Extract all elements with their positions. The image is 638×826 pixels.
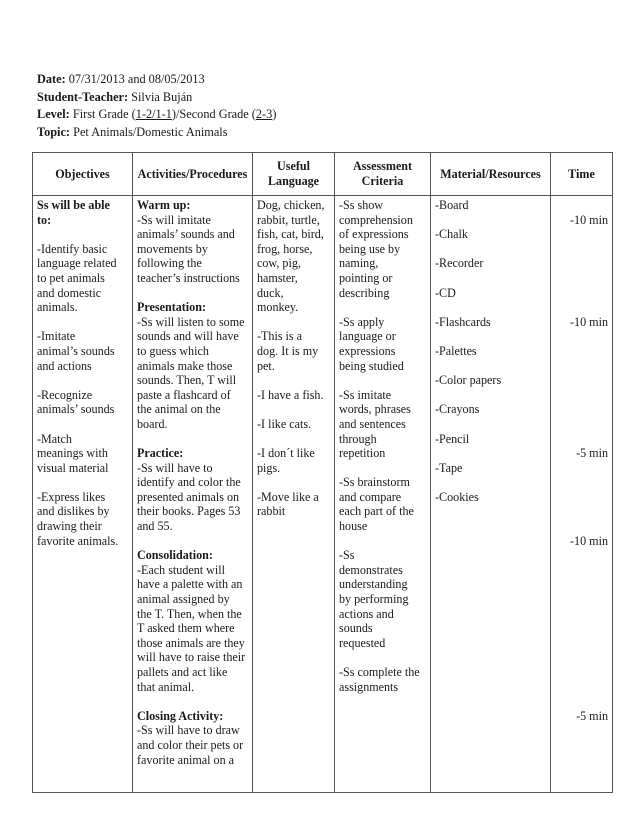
assessment-item: sounds bbox=[339, 621, 373, 636]
spacer bbox=[37, 227, 128, 242]
objective-item: and dislikes by bbox=[37, 504, 110, 519]
spacer bbox=[435, 242, 546, 257]
spacer bbox=[555, 592, 608, 607]
spacer bbox=[555, 680, 608, 695]
assessment-item: expressions bbox=[339, 343, 396, 358]
level-line bbox=[37, 106, 276, 124]
assessment-item: -Ss imitate bbox=[339, 387, 392, 402]
spacer bbox=[435, 417, 546, 432]
date-label: Date: bbox=[37, 72, 66, 86]
spacer bbox=[137, 432, 248, 447]
spacer bbox=[555, 519, 608, 534]
activity-line: sounds and will have bbox=[137, 329, 239, 344]
assessment-item: -Ss complete the bbox=[339, 665, 420, 679]
spacer bbox=[555, 694, 608, 709]
topic-label: Topic: bbox=[37, 124, 71, 139]
activity-line: the T. Then, when the bbox=[137, 606, 242, 621]
materials-cell bbox=[431, 196, 551, 793]
objective-item: meanings with bbox=[37, 446, 108, 461]
activity-line: movements by bbox=[137, 241, 208, 256]
activity-line: identify and color the bbox=[137, 475, 241, 490]
activity-line: favorite animal on a bbox=[137, 752, 235, 767]
spacer bbox=[435, 300, 546, 315]
activity-line: and color their pets or bbox=[137, 737, 244, 752]
objective-item: language related bbox=[37, 256, 117, 271]
teacher-label: Student-Teacher: bbox=[37, 89, 129, 104]
assessment-item: naming, bbox=[339, 256, 379, 271]
activity-line: their books. Pages 53 bbox=[137, 504, 241, 519]
spacer bbox=[555, 417, 608, 432]
language-item: -I don´t like bbox=[257, 446, 315, 461]
spacer bbox=[37, 373, 128, 388]
spacer bbox=[555, 256, 608, 271]
assessment-item: repetition bbox=[339, 446, 386, 461]
activity-line: animals’ sounds and bbox=[137, 227, 235, 242]
activity-line: board. bbox=[137, 416, 168, 431]
activity-line: the animal on the bbox=[137, 402, 221, 417]
assessment-item: each part of the bbox=[339, 504, 414, 519]
teacher-line bbox=[37, 89, 276, 107]
spacer bbox=[435, 446, 546, 461]
activity-title: Closing Activity: bbox=[137, 708, 224, 723]
spacer bbox=[257, 432, 330, 447]
assessment-item: -Ss brainstorm bbox=[339, 475, 410, 490]
time-item: -10 min bbox=[570, 212, 608, 227]
activity-line: to guess which bbox=[137, 343, 209, 358]
spacer bbox=[555, 490, 608, 505]
assessment-item: describing bbox=[339, 285, 390, 300]
spacer bbox=[555, 300, 608, 315]
material-item: -Crayons bbox=[435, 402, 480, 417]
language-item: monkey. bbox=[257, 300, 299, 315]
objective-item: animals’ sounds bbox=[37, 402, 115, 417]
spacer bbox=[555, 344, 608, 359]
assessment-item: assignments bbox=[339, 679, 399, 694]
activity-line: -Each student will bbox=[137, 562, 225, 577]
spacer bbox=[37, 417, 128, 432]
activity-line: sounds. Then, T will bbox=[137, 373, 237, 388]
time-cell bbox=[551, 196, 613, 793]
spacer bbox=[339, 650, 426, 665]
time-item: -10 min bbox=[570, 314, 608, 329]
spacer bbox=[555, 577, 608, 592]
activity-line: -Ss will imitate bbox=[137, 212, 211, 227]
language-item: pigs. bbox=[257, 460, 281, 475]
objective-item: to pet animals bbox=[37, 270, 105, 285]
table-row bbox=[33, 196, 613, 793]
spacer bbox=[555, 650, 608, 665]
activity-title: Practice: bbox=[137, 446, 184, 461]
spacer bbox=[555, 563, 608, 578]
assessment-item: actions and bbox=[339, 606, 394, 621]
objective-item: and domestic bbox=[37, 285, 102, 300]
activity-title: Consolidation: bbox=[137, 548, 213, 563]
spacer bbox=[555, 475, 608, 490]
assessment-item: by performing bbox=[339, 592, 409, 607]
activity-line: animal assigned by bbox=[137, 592, 230, 607]
language-item: rabbit bbox=[257, 504, 286, 519]
objective-item: -Identify basic bbox=[37, 241, 108, 256]
col-header-materials: Material/Resources bbox=[431, 153, 551, 196]
objective-item: drawing their bbox=[37, 519, 102, 534]
level-label: Level: bbox=[37, 107, 70, 122]
assessment-item: pointing or bbox=[339, 270, 393, 285]
table-header-row bbox=[33, 153, 613, 196]
assessment-item: and sentences bbox=[339, 416, 406, 431]
assessment-cell bbox=[335, 196, 431, 793]
spacer bbox=[555, 388, 608, 403]
objective-item: -Recognize bbox=[37, 387, 93, 402]
assessment-item: -Ss show bbox=[339, 198, 384, 212]
objective-item: -Imitate bbox=[37, 329, 76, 344]
assessment-item: and compare bbox=[339, 489, 402, 504]
spacer bbox=[339, 300, 426, 315]
spacer bbox=[555, 359, 608, 374]
spacer bbox=[339, 461, 426, 476]
time-item: -5 min bbox=[576, 446, 608, 461]
time-item: -10 min bbox=[570, 533, 608, 548]
col-header-language: Useful Language bbox=[253, 153, 335, 196]
assessment-item: house bbox=[339, 519, 368, 534]
language-item: -I like cats. bbox=[257, 416, 312, 431]
date-value: 07/31/2013 and 08/05/2013 bbox=[65, 72, 205, 86]
objective-item: animals. bbox=[37, 300, 78, 315]
activity-title: Warm up: bbox=[137, 198, 191, 212]
material-item: -Tape bbox=[435, 460, 463, 475]
activity-line: pallets and act like bbox=[137, 665, 228, 679]
material-item: -Cookies bbox=[435, 489, 479, 504]
activity-line: T asked them where bbox=[137, 621, 235, 636]
spacer bbox=[555, 461, 608, 476]
activity-line: and 55. bbox=[137, 519, 173, 534]
spacer bbox=[555, 432, 608, 447]
date-line bbox=[37, 71, 276, 89]
activity-title: Presentation: bbox=[137, 300, 206, 315]
language-item: cow, pig, bbox=[257, 256, 301, 271]
lesson-header bbox=[37, 71, 276, 141]
activity-line: -Ss will have to bbox=[137, 460, 213, 475]
spacer bbox=[257, 315, 330, 330]
spacer bbox=[555, 504, 608, 519]
spacer bbox=[555, 271, 608, 286]
spacer bbox=[555, 227, 608, 242]
language-item: duck, bbox=[257, 285, 284, 300]
activity-line: that animal. bbox=[137, 679, 195, 694]
spacer bbox=[555, 636, 608, 651]
spacer bbox=[137, 286, 248, 301]
assessment-item: -Ss bbox=[339, 548, 355, 563]
activity-line: teacher’s instructions bbox=[137, 270, 240, 285]
teacher-value: Silvia Buján bbox=[128, 89, 193, 104]
spacer bbox=[555, 621, 608, 636]
spacer bbox=[37, 475, 128, 490]
assessment-item: through bbox=[339, 431, 377, 446]
language-cell bbox=[253, 196, 335, 793]
language-item: rabbit, turtle, bbox=[257, 212, 320, 227]
activity-line: will have to raise their bbox=[137, 650, 246, 665]
spacer bbox=[555, 198, 608, 213]
level-mid: )/Second Grade ( bbox=[171, 107, 256, 122]
level-group-2: 2-3 bbox=[255, 107, 273, 122]
material-item: -Pencil bbox=[435, 431, 470, 446]
spacer bbox=[435, 213, 546, 228]
spacer bbox=[555, 329, 608, 344]
language-item: -Move like a bbox=[257, 489, 319, 504]
activity-line: animals make those bbox=[137, 358, 233, 373]
spacer bbox=[137, 694, 248, 709]
language-item: dog. It is my bbox=[257, 343, 319, 358]
spacer bbox=[435, 359, 546, 374]
activity-line: -Ss will listen to some bbox=[137, 314, 245, 329]
col-header-activities: Activities/Procedures bbox=[133, 153, 253, 196]
spacer bbox=[257, 402, 330, 417]
spacer bbox=[339, 534, 426, 549]
spacer bbox=[555, 402, 608, 417]
objective-item: -Express likes bbox=[37, 489, 106, 504]
assessment-item: of expressions bbox=[339, 227, 409, 242]
assessment-item: understanding bbox=[339, 577, 408, 592]
level-group-1: 1-2/1-1 bbox=[135, 107, 172, 122]
col-header-time: Time bbox=[551, 153, 613, 196]
col-header-objectives: Objectives bbox=[33, 153, 133, 196]
assessment-item: language or bbox=[339, 329, 396, 344]
spacer bbox=[137, 534, 248, 549]
spacer bbox=[435, 475, 546, 490]
spacer bbox=[339, 373, 426, 388]
activity-line: paste a flashcard of bbox=[137, 387, 231, 402]
material-item: -Board bbox=[435, 198, 469, 212]
language-item: -This is a bbox=[257, 329, 303, 344]
material-item: -Palettes bbox=[435, 343, 477, 358]
language-item: Dog, chicken, bbox=[257, 198, 325, 212]
level-suffix: ) bbox=[272, 107, 277, 122]
objective-item: animal’s sounds bbox=[37, 343, 115, 358]
language-item: pet. bbox=[257, 358, 275, 373]
objectives-cell bbox=[33, 196, 133, 793]
objectives-heading: to: bbox=[37, 212, 52, 227]
time-item: -5 min bbox=[576, 708, 608, 723]
spacer bbox=[555, 373, 608, 388]
spacer bbox=[435, 271, 546, 286]
topic-value: Pet Animals/Domestic Animals bbox=[70, 124, 228, 139]
activity-line: those animals are they bbox=[137, 635, 245, 650]
material-item: -Color papers bbox=[435, 373, 502, 388]
spacer bbox=[257, 475, 330, 490]
objective-item: and actions bbox=[37, 358, 92, 373]
assessment-item: being studied bbox=[339, 358, 404, 373]
topic-line bbox=[37, 124, 276, 142]
col-header-assessment: Assessment Criteria bbox=[335, 153, 431, 196]
activity-line: following the bbox=[137, 256, 202, 271]
assessment-item: -Ss apply bbox=[339, 314, 385, 329]
material-item: -CD bbox=[435, 285, 456, 300]
spacer bbox=[257, 373, 330, 388]
material-item: -Recorder bbox=[435, 256, 484, 271]
material-item: -Chalk bbox=[435, 227, 468, 242]
assessment-item: requested bbox=[339, 635, 386, 650]
spacer bbox=[555, 607, 608, 622]
spacer bbox=[37, 315, 128, 330]
activities-cell bbox=[133, 196, 253, 793]
assessment-item: words, phrases bbox=[339, 402, 411, 417]
objective-item: favorite animals. bbox=[37, 533, 119, 548]
activity-line: -Ss will have to draw bbox=[137, 723, 240, 738]
assessment-item: being use by bbox=[339, 241, 401, 256]
lesson-plan-table bbox=[32, 152, 613, 793]
language-item: hamster, bbox=[257, 270, 298, 285]
material-item: -Flashcards bbox=[435, 314, 491, 329]
activity-line: presented animals on bbox=[137, 489, 240, 504]
language-item: -I have a fish. bbox=[257, 387, 324, 402]
objective-item: -Match bbox=[37, 431, 72, 446]
spacer bbox=[435, 388, 546, 403]
assessment-item: demonstrates bbox=[339, 562, 403, 577]
spacer bbox=[555, 665, 608, 680]
spacer bbox=[555, 548, 608, 563]
level-prefix: First Grade ( bbox=[69, 107, 136, 122]
objectives-heading: Ss will be able bbox=[37, 198, 110, 212]
language-item: frog, horse, bbox=[257, 241, 313, 256]
spacer bbox=[435, 329, 546, 344]
activity-line: have a palette with an bbox=[137, 577, 243, 592]
assessment-item: comprehension bbox=[339, 212, 413, 227]
spacer bbox=[555, 286, 608, 301]
objective-item: visual material bbox=[37, 460, 109, 475]
language-item: fish, cat, bird, bbox=[257, 227, 324, 242]
spacer bbox=[555, 242, 608, 257]
